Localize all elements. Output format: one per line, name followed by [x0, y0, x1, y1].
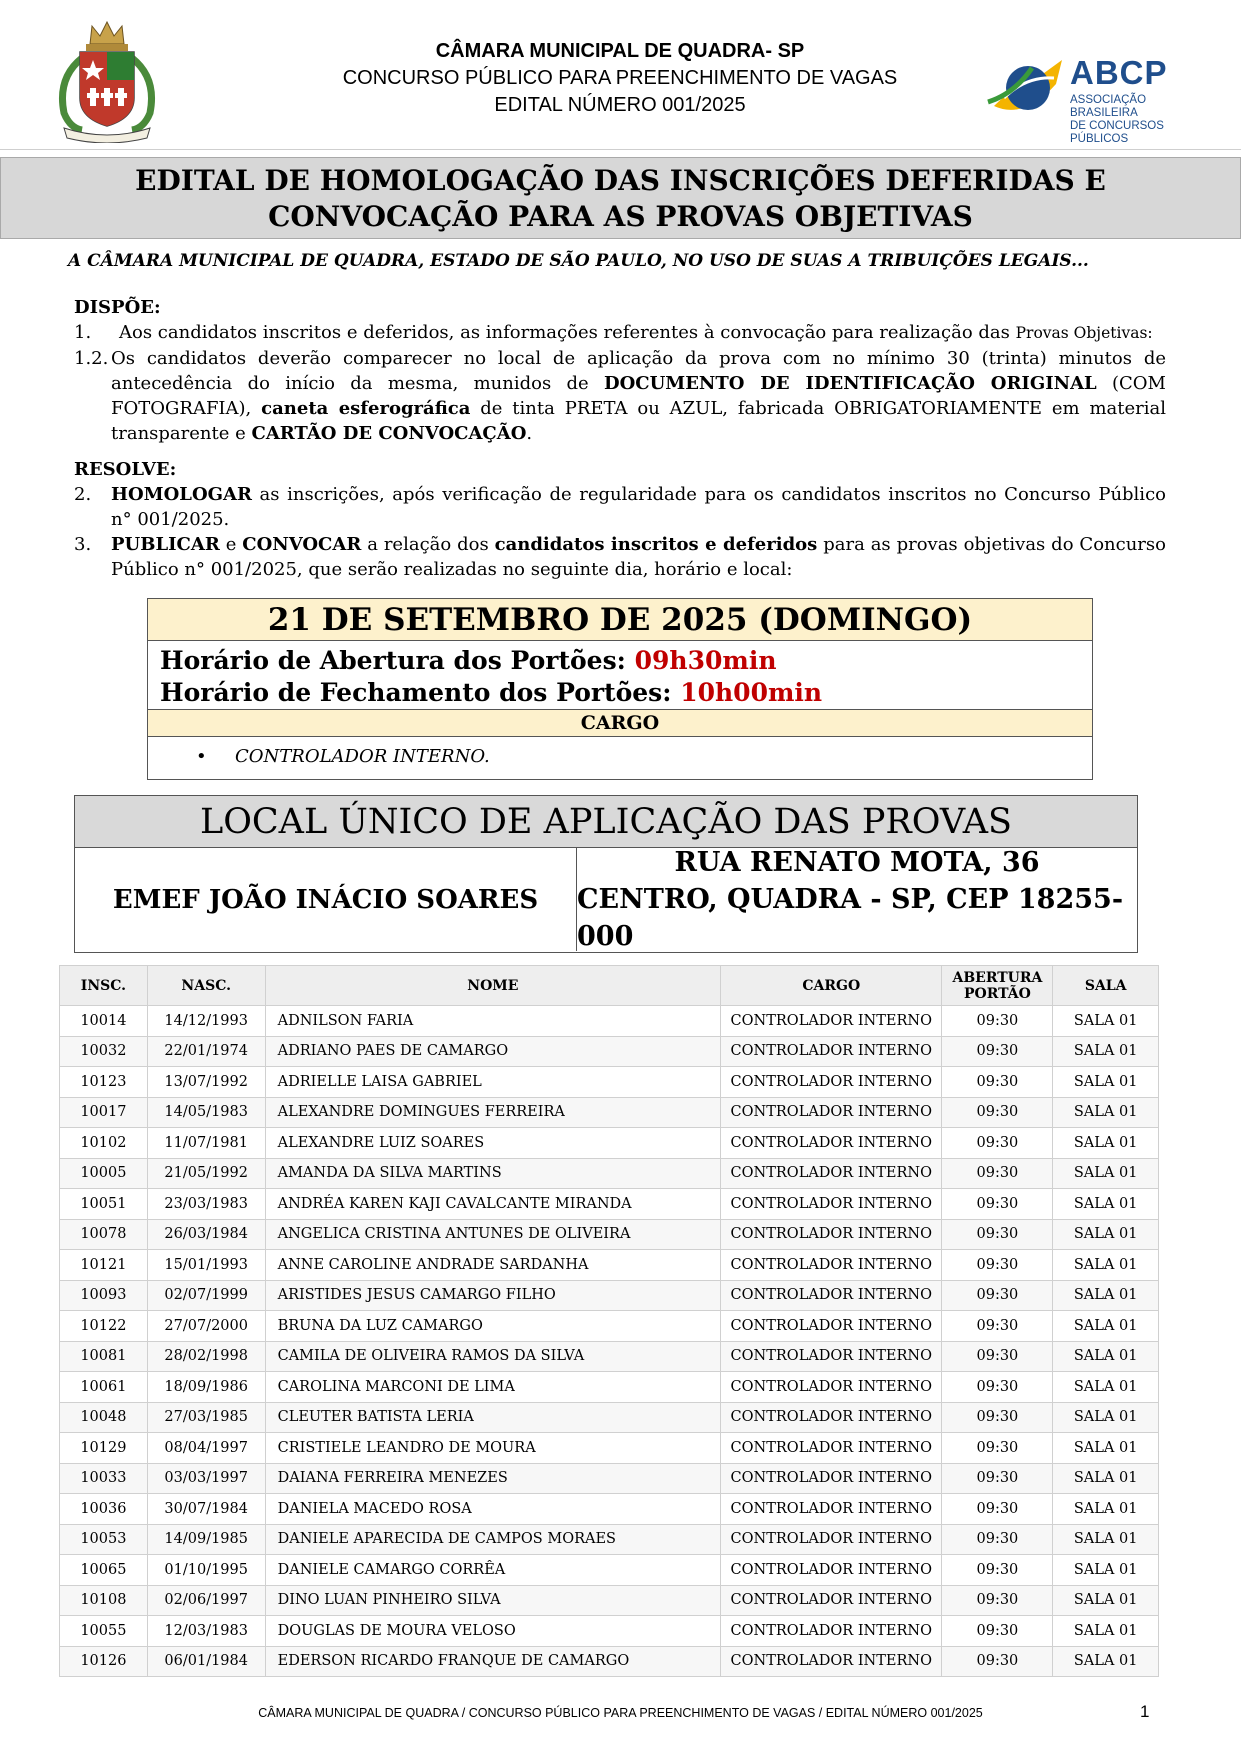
- cell-sala: SALA 01: [1053, 1128, 1159, 1159]
- table-row: [60, 1006, 1159, 1037]
- cell-abertura: 09:30: [942, 1097, 1053, 1128]
- cell-abertura: 09:30: [942, 1158, 1053, 1189]
- cell-abertura: 09:30: [942, 1463, 1053, 1494]
- table-row: [60, 1250, 1159, 1281]
- item-number: 3.: [74, 534, 92, 555]
- resolve-heading: RESOLVE:: [74, 459, 177, 480]
- cell-nasc: 14/12/1993: [147, 1006, 265, 1037]
- abcp-name: ABCP: [1070, 54, 1168, 91]
- cell-cargo: CONTROLADOR INTERNO: [721, 1646, 942, 1677]
- cell-insc: 10014: [60, 1006, 148, 1037]
- cell-sala: SALA 01: [1053, 1311, 1159, 1342]
- cell-cargo: CONTROLADOR INTERNO: [721, 1616, 942, 1647]
- table-row: [60, 1372, 1159, 1403]
- cargo-item: [148, 737, 1092, 777]
- cell-sala: SALA 01: [1053, 1158, 1159, 1189]
- cell-nasc: 13/07/1992: [147, 1067, 265, 1098]
- gate-close: [160, 677, 1080, 709]
- cell-cargo: CONTROLADOR INTERNO: [721, 1158, 942, 1189]
- cell-sala: SALA 01: [1053, 1250, 1159, 1281]
- header-edict-number: EDITAL NÚMERO 001/2025: [494, 94, 746, 116]
- cell-insc: 10123: [60, 1067, 148, 1098]
- cargo-name: CONTROLADOR INTERNO.: [235, 746, 490, 767]
- cell-abertura: 09:30: [942, 1433, 1053, 1464]
- cell-sala: SALA 01: [1053, 1036, 1159, 1067]
- cell-cargo: CONTROLADOR INTERNO: [721, 1494, 942, 1525]
- item3-part-f: para as provas objetivas do Concurso Público n° 001/2025, que serão realizadas no seguinte dia, horário e local:: [111, 534, 1166, 580]
- table-row: [60, 1219, 1159, 1250]
- table-row: [60, 1402, 1159, 1433]
- cell-insc: 10065: [60, 1555, 148, 1586]
- cell-abertura: 09:30: [942, 1250, 1053, 1281]
- cell-abertura: 09:30: [942, 1555, 1053, 1586]
- cell-nasc: 30/07/1984: [147, 1494, 265, 1525]
- cell-nasc: 26/03/1984: [147, 1219, 265, 1250]
- cell-insc: 10081: [60, 1341, 148, 1372]
- cell-abertura: 09:30: [942, 1524, 1053, 1555]
- dispoe-heading: DISPÕE:: [74, 297, 161, 318]
- gate-close-time: 10h00min: [680, 678, 823, 707]
- cell-insc: 10122: [60, 1311, 148, 1342]
- table-row: [60, 1555, 1159, 1586]
- cell-cargo: CONTROLADOR INTERNO: [721, 1463, 942, 1494]
- candidate-table: [59, 965, 1159, 1677]
- cell-insc: 10061: [60, 1372, 148, 1403]
- cell-sala: SALA 01: [1053, 1219, 1159, 1250]
- table-row: [60, 1494, 1159, 1525]
- item12-convocation-card: CARTÃO DE CONVOCAÇÃO: [251, 423, 527, 444]
- cell-cargo: CONTROLADOR INTERNO: [721, 1250, 942, 1281]
- cell-nasc: 27/03/1985: [147, 1402, 265, 1433]
- cell-nasc: 11/07/1981: [147, 1128, 265, 1159]
- item12-part-c: (COM FOTOGRAFIA),: [111, 373, 1166, 419]
- header-contest: CONCURSO PÚBLICO PARA PREENCHIMENTO DE VAGAS: [342, 67, 898, 89]
- col-cargo: CARGO: [721, 966, 942, 1006]
- cell-abertura: 09:30: [942, 1646, 1053, 1677]
- cell-abertura: 09:30: [942, 1402, 1053, 1433]
- col-sala: SALA: [1053, 966, 1159, 1006]
- cell-abertura: 09:30: [942, 1341, 1053, 1372]
- school-name: EMEF JOÃO INÁCIO SOARES: [75, 848, 577, 951]
- cell-nome: ADNILSON FARIA: [265, 1006, 721, 1037]
- cell-sala: SALA 01: [1053, 1494, 1159, 1525]
- cell-nome: CAROLINA MARCONI DE LIMA: [265, 1372, 721, 1403]
- gate-close-label: Horário de Fechamento dos Portões:: [160, 678, 672, 707]
- gate-open-label: Horário de Abertura dos Portões:: [160, 646, 626, 675]
- cell-cargo: CONTROLADOR INTERNO: [721, 1433, 942, 1464]
- cell-sala: SALA 01: [1053, 1006, 1159, 1037]
- item-number: 1.: [74, 322, 92, 343]
- title-line2: CONVOCAÇÃO PARA AS PROVAS OBJETIVAS: [268, 200, 973, 233]
- table-row: [60, 1616, 1159, 1647]
- item3-convocar: CONVOCAR: [242, 534, 362, 555]
- cell-abertura: 09:30: [942, 1189, 1053, 1220]
- item-text: [111, 482, 1166, 532]
- col-insc: INSC.: [60, 966, 148, 1006]
- item3-publicar: PUBLICAR: [111, 534, 220, 555]
- item12-part-e: de tinta PRETA ou AZUL, fabricada OBRIGATORIAMENTE em material transparente e: [111, 398, 1166, 444]
- cell-nome: ADRIELLE LAISA GABRIEL: [265, 1067, 721, 1098]
- table-row: [60, 1524, 1159, 1555]
- item-number: 2.: [74, 484, 92, 505]
- cell-cargo: CONTROLADOR INTERNO: [721, 1219, 942, 1250]
- cell-sala: SALA 01: [1053, 1280, 1159, 1311]
- cell-sala: SALA 01: [1053, 1616, 1159, 1647]
- table-row: [60, 1158, 1159, 1189]
- cell-nasc: 01/10/1995: [147, 1555, 265, 1586]
- cell-abertura: 09:30: [942, 1219, 1053, 1250]
- resolve-item-2: [74, 482, 1166, 532]
- cell-insc: 10005: [60, 1158, 148, 1189]
- cell-nome: ARISTIDES JESUS CAMARGO FILHO: [265, 1280, 721, 1311]
- cell-nome: AMANDA DA SILVA MARTINS: [265, 1158, 721, 1189]
- cell-sala: SALA 01: [1053, 1524, 1159, 1555]
- gate-times: [148, 641, 1092, 709]
- cell-insc: 10108: [60, 1585, 148, 1616]
- gate-open-time: 09h30min: [634, 646, 777, 675]
- cell-nome: DAIANA FERREIRA MENEZES: [265, 1463, 721, 1494]
- address-line1: RUA RENATO MOTA, 36: [674, 847, 1040, 878]
- cell-cargo: CONTROLADOR INTERNO: [721, 1555, 942, 1586]
- cell-cargo: CONTROLADOR INTERNO: [721, 1372, 942, 1403]
- header-text: [300, 38, 940, 119]
- col-abertura: ABERTURA PORTÃO: [942, 966, 1053, 1006]
- cell-nasc: 21/05/1992: [147, 1158, 265, 1189]
- bullet-icon: •: [196, 746, 207, 767]
- cell-insc: 10102: [60, 1128, 148, 1159]
- cell-cargo: CONTROLADOR INTERNO: [721, 1128, 942, 1159]
- cell-insc: 10032: [60, 1036, 148, 1067]
- cell-abertura: 09:30: [942, 1006, 1053, 1037]
- cell-nome: ANNE CAROLINE ANDRADE SARDANHA: [265, 1250, 721, 1281]
- location-heading: LOCAL ÚNICO DE APLICAÇÃO DAS PROVAS: [75, 796, 1137, 848]
- school-address: [577, 848, 1137, 951]
- table-row: [60, 1097, 1159, 1128]
- item1-text: Aos candidatos inscritos e deferidos, as informações referentes à convocação para realização das: [119, 322, 1010, 343]
- cell-sala: SALA 01: [1053, 1433, 1159, 1464]
- table-row: [60, 1280, 1159, 1311]
- cell-cargo: CONTROLADOR INTERNO: [721, 1067, 942, 1098]
- cell-insc: 10048: [60, 1402, 148, 1433]
- cell-insc: 10129: [60, 1433, 148, 1464]
- cell-nome: EDERSON RICARDO FRANQUE DE CAMARGO: [265, 1646, 721, 1677]
- cell-nome: ALEXANDRE LUIZ SOARES: [265, 1128, 721, 1159]
- table-row: [60, 1189, 1159, 1220]
- cell-abertura: 09:30: [942, 1585, 1053, 1616]
- address-line2: CENTRO, QUADRA - SP, CEP 18255-000: [577, 884, 1124, 952]
- location-row: [75, 848, 1137, 951]
- item3-part-d: a relação dos: [367, 534, 489, 555]
- table-row: [60, 1646, 1159, 1677]
- exam-date: 21 DE SETEMBRO DE 2025 (DOMINGO): [148, 599, 1092, 641]
- cell-abertura: 09:30: [942, 1128, 1053, 1159]
- cell-abertura: 09:30: [942, 1280, 1053, 1311]
- cell-nasc: 12/03/1983: [147, 1616, 265, 1647]
- cell-sala: SALA 01: [1053, 1341, 1159, 1372]
- body-text: [74, 295, 1166, 582]
- cell-nome: BRUNA DA LUZ CAMARGO: [265, 1311, 721, 1342]
- col-nasc: NASC.: [147, 966, 265, 1006]
- table-body: [60, 1006, 1159, 1677]
- page-number: 1: [1140, 1702, 1150, 1721]
- cargo-heading: CARGO: [148, 709, 1092, 737]
- cell-sala: SALA 01: [1053, 1097, 1159, 1128]
- cell-sala: SALA 01: [1053, 1372, 1159, 1403]
- cell-sala: SALA 01: [1053, 1585, 1159, 1616]
- item2-homologar: HOMOLOGAR: [111, 484, 252, 505]
- cell-nome: DOUGLAS DE MOURA VELOSO: [265, 1616, 721, 1647]
- cell-nome: ALEXANDRE DOMINGUES FERREIRA: [265, 1097, 721, 1128]
- cell-cargo: CONTROLADOR INTERNO: [721, 1097, 942, 1128]
- document-header: [0, 0, 1241, 150]
- cell-nasc: 14/05/1983: [147, 1097, 265, 1128]
- item-text: [111, 532, 1166, 582]
- item-text: [111, 346, 1166, 446]
- dispoe-item-1-2: [74, 346, 1166, 446]
- cell-cargo: CONTROLADOR INTERNO: [721, 1341, 942, 1372]
- table-row: [60, 1067, 1159, 1098]
- cell-nome: CLEUTER BATISTA LERIA: [265, 1402, 721, 1433]
- table-row: [60, 1311, 1159, 1342]
- cell-abertura: 09:30: [942, 1311, 1053, 1342]
- cell-abertura: 09:30: [942, 1372, 1053, 1403]
- cell-nasc: 23/03/1983: [147, 1189, 265, 1220]
- item3-and: e: [225, 534, 237, 555]
- cell-cargo: CONTROLADOR INTERNO: [721, 1280, 942, 1311]
- cell-nome: ANDRÉA KAREN KAJI CAVALCANTE MIRANDA: [265, 1189, 721, 1220]
- cell-insc: 10093: [60, 1280, 148, 1311]
- gate-open: [160, 645, 1080, 677]
- cell-nasc: 14/09/1985: [147, 1524, 265, 1555]
- cell-abertura: 09:30: [942, 1494, 1053, 1525]
- table-row: [60, 1433, 1159, 1464]
- header-institution: CÂMARA MUNICIPAL DE QUADRA- SP: [435, 40, 805, 62]
- cell-insc: 10078: [60, 1219, 148, 1250]
- cell-cargo: CONTROLADOR INTERNO: [721, 1006, 942, 1037]
- cell-abertura: 09:30: [942, 1616, 1053, 1647]
- item12-part-a: Os candidatos deverão comparecer no local de aplicação da prova com no mínimo 30 (trinta) minutos de antecedência do início da mesma, munidos de: [111, 348, 1166, 394]
- cell-nome: DANIELE APARECIDA DE CAMPOS MORAES: [265, 1524, 721, 1555]
- table-row: [60, 1036, 1159, 1067]
- item2-text: as inscrições, após verificação de regularidade para os candidatos inscritos no Concurso Público n° 001/2025.: [111, 484, 1166, 530]
- item-number: 1.2.: [74, 348, 109, 369]
- cell-nome: CAMILA DE OLIVEIRA RAMOS DA SILVA: [265, 1341, 721, 1372]
- cell-nasc: 15/01/1993: [147, 1250, 265, 1281]
- crest-ribbon-label: [52, 18, 162, 143]
- item12-id-document: DOCUMENTO DE IDENTIFICAÇÃO ORIGINAL: [603, 373, 1097, 394]
- cell-nasc: 08/04/1997: [147, 1433, 265, 1464]
- document-title: [0, 157, 1241, 239]
- resolve-item-3: [74, 532, 1166, 582]
- cell-nasc: 22/01/1974: [147, 1036, 265, 1067]
- cell-insc: 10033: [60, 1463, 148, 1494]
- cell-nasc: 02/06/1997: [147, 1585, 265, 1616]
- table-row: [60, 1128, 1159, 1159]
- dispoe-item-1: [74, 320, 1166, 346]
- cell-cargo: CONTROLADOR INTERNO: [721, 1036, 942, 1067]
- cell-cargo: CONTROLADOR INTERNO: [721, 1524, 942, 1555]
- cell-insc: 10051: [60, 1189, 148, 1220]
- cell-nasc: 02/07/1999: [147, 1280, 265, 1311]
- cell-insc: 10053: [60, 1524, 148, 1555]
- cell-sala: SALA 01: [1053, 1402, 1159, 1433]
- cell-nasc: 28/02/1998: [147, 1341, 265, 1372]
- table-row: [60, 1341, 1159, 1372]
- cell-insc: 10126: [60, 1646, 148, 1677]
- abcp-logo: [980, 52, 1195, 145]
- abcp-subtitle-line1: ASSOCIAÇÃO BRASILEIRA: [1070, 94, 1147, 119]
- cell-cargo: CONTROLADOR INTERNO: [721, 1585, 942, 1616]
- item3-candidates: candidatos inscritos e deferidos: [494, 534, 818, 555]
- table-row: [60, 1585, 1159, 1616]
- spacer: [74, 446, 1166, 457]
- intro-statement: A CÂMARA MUNICIPAL DE QUADRA, ESTADO DE SÃO PAULO, NO USO DE SUAS A TRIBUIÇÕES LEGAIS...: [68, 251, 1089, 271]
- abcp-subtitle-line2: DE CONCURSOS PÚBLICOS: [1070, 120, 1164, 145]
- col-nome: NOME: [265, 966, 721, 1006]
- table-row: [60, 1463, 1159, 1494]
- cell-nasc: 06/01/1984: [147, 1646, 265, 1677]
- title-line1: EDITAL DE HOMOLOGAÇÃO DAS INSCRIÇÕES DEFERIDAS E: [135, 164, 1106, 197]
- item12-pen: caneta esferográfica: [261, 398, 471, 419]
- cell-nome: DINO LUAN PINHEIRO SILVA: [265, 1585, 721, 1616]
- cell-abertura: 09:30: [942, 1067, 1053, 1098]
- exam-location-box: [74, 795, 1138, 953]
- cell-nome: ADRIANO PAES DE CAMARGO: [265, 1036, 721, 1067]
- cell-insc: 10017: [60, 1097, 148, 1128]
- cell-insc: 10121: [60, 1250, 148, 1281]
- abcp-globe-icon: [984, 54, 1064, 124]
- table-header-row: [60, 966, 1159, 1006]
- cell-sala: SALA 01: [1053, 1646, 1159, 1677]
- page-footer: CÂMARA MUNICIPAL DE QUADRA / CONCURSO PÚBLICO PARA PREENCHIMENTO DE VAGAS / EDITAL NÚMERO 001/2025: [258, 1706, 983, 1720]
- cell-insc: 10055: [60, 1616, 148, 1647]
- item12-period: .: [526, 423, 533, 444]
- cell-nome: DANIELE CAMARGO CORRÊA: [265, 1555, 721, 1586]
- cell-abertura: 09:30: [942, 1036, 1053, 1067]
- abcp-subtitle: [1070, 94, 1195, 146]
- cell-insc: 10036: [60, 1494, 148, 1525]
- cell-nasc: 27/07/2000: [147, 1311, 265, 1342]
- cell-nome: ANGELICA CRISTINA ANTUNES DE OLIVEIRA: [265, 1219, 721, 1250]
- cell-nome: DANIELA MACEDO ROSA: [265, 1494, 721, 1525]
- cell-sala: SALA 01: [1053, 1189, 1159, 1220]
- item-text: [111, 320, 1166, 346]
- item1-tail: Provas Objetivas:: [1015, 324, 1153, 342]
- cell-nasc: 03/03/1997: [147, 1463, 265, 1494]
- cell-sala: SALA 01: [1053, 1555, 1159, 1586]
- cell-cargo: CONTROLADOR INTERNO: [721, 1311, 942, 1342]
- cell-nome: CRISTIELE LEANDRO DE MOURA: [265, 1433, 721, 1464]
- cell-sala: SALA 01: [1053, 1067, 1159, 1098]
- cell-cargo: CONTROLADOR INTERNO: [721, 1189, 942, 1220]
- cell-nasc: 18/09/1986: [147, 1372, 265, 1403]
- cell-sala: SALA 01: [1053, 1463, 1159, 1494]
- exam-schedule-box: [147, 598, 1093, 780]
- cell-cargo: CONTROLADOR INTERNO: [721, 1402, 942, 1433]
